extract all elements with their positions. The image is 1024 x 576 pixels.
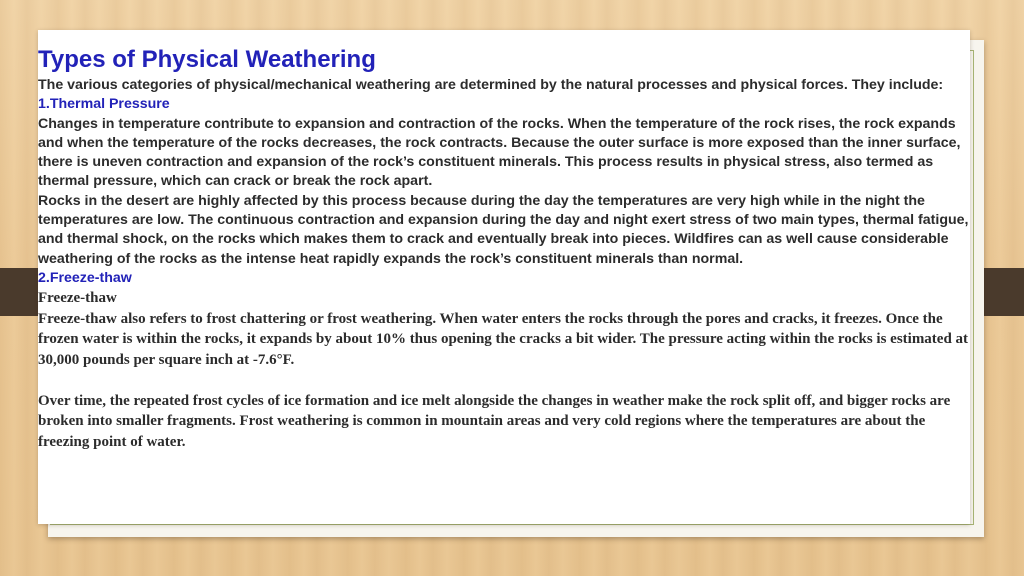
freeze-thaw-paragraph-1: Freeze-thaw also refers to frost chattering or frost weathering. When water enters the rocks through the pores and cracks, it freezes. Once the frozen water is within the rocks, it expands by about 10% thus opening the cracks a bit wider. The pressure acting within the rocks is estimated at 30,000 pounds per square inch at -7.6°F.: [38, 310, 969, 368]
slide-title: Types of Physical Weathering: [38, 46, 376, 73]
section-heading-freeze-thaw: 2.Freeze-thaw: [38, 269, 132, 286]
thermal-paragraph-1: Changes in temperature contribute to expansion and contraction of the rocks. When the temperature of the rock rises, the rock expands and when the temperature of the rocks decreases, the rock contracts. Because the outer surface is more exposed than the inner surface, there is uneven contraction and expansion of the rock’s constituent minerals. This process results in physical stress, also termed as thermal pressure, which can crack or break the rock apart.: [38, 115, 961, 190]
slide-content: [38, 44, 972, 452]
freeze-thaw-subheading: Freeze-thaw: [38, 290, 117, 307]
thermal-paragraph-2: Rocks in the desert are highly affected by this process because during the day the temperatures are very high while in the night the temperatures are low. The continuous contraction and expansion during the day and night exert stress of two main types, thermal fatigue, and thermal shock, on the rocks which makes them to crack and eventually break into pieces. Wildfires can as well cause considerable weathering of the rocks as the intense heat rapidly expands the rock’s constituent minerals than normal.: [38, 192, 969, 267]
paragraph-spacer: [38, 370, 972, 391]
freeze-thaw-paragraph-2: Over time, the repeated frost cycles of ice formation and ice melt alongside the changes in weather make the rock split off, and bigger rocks are broken into smaller fragments. Frost weathering is common in mountain areas and very cold regions where the temperatures are about the freezing point of water.: [38, 392, 951, 450]
section-heading-thermal-pressure: 1.Thermal Pressure: [38, 96, 170, 113]
intro-paragraph: The various categories of physical/mechanical weathering are determined by the natural processes and physical forces. They include:: [38, 77, 944, 93]
